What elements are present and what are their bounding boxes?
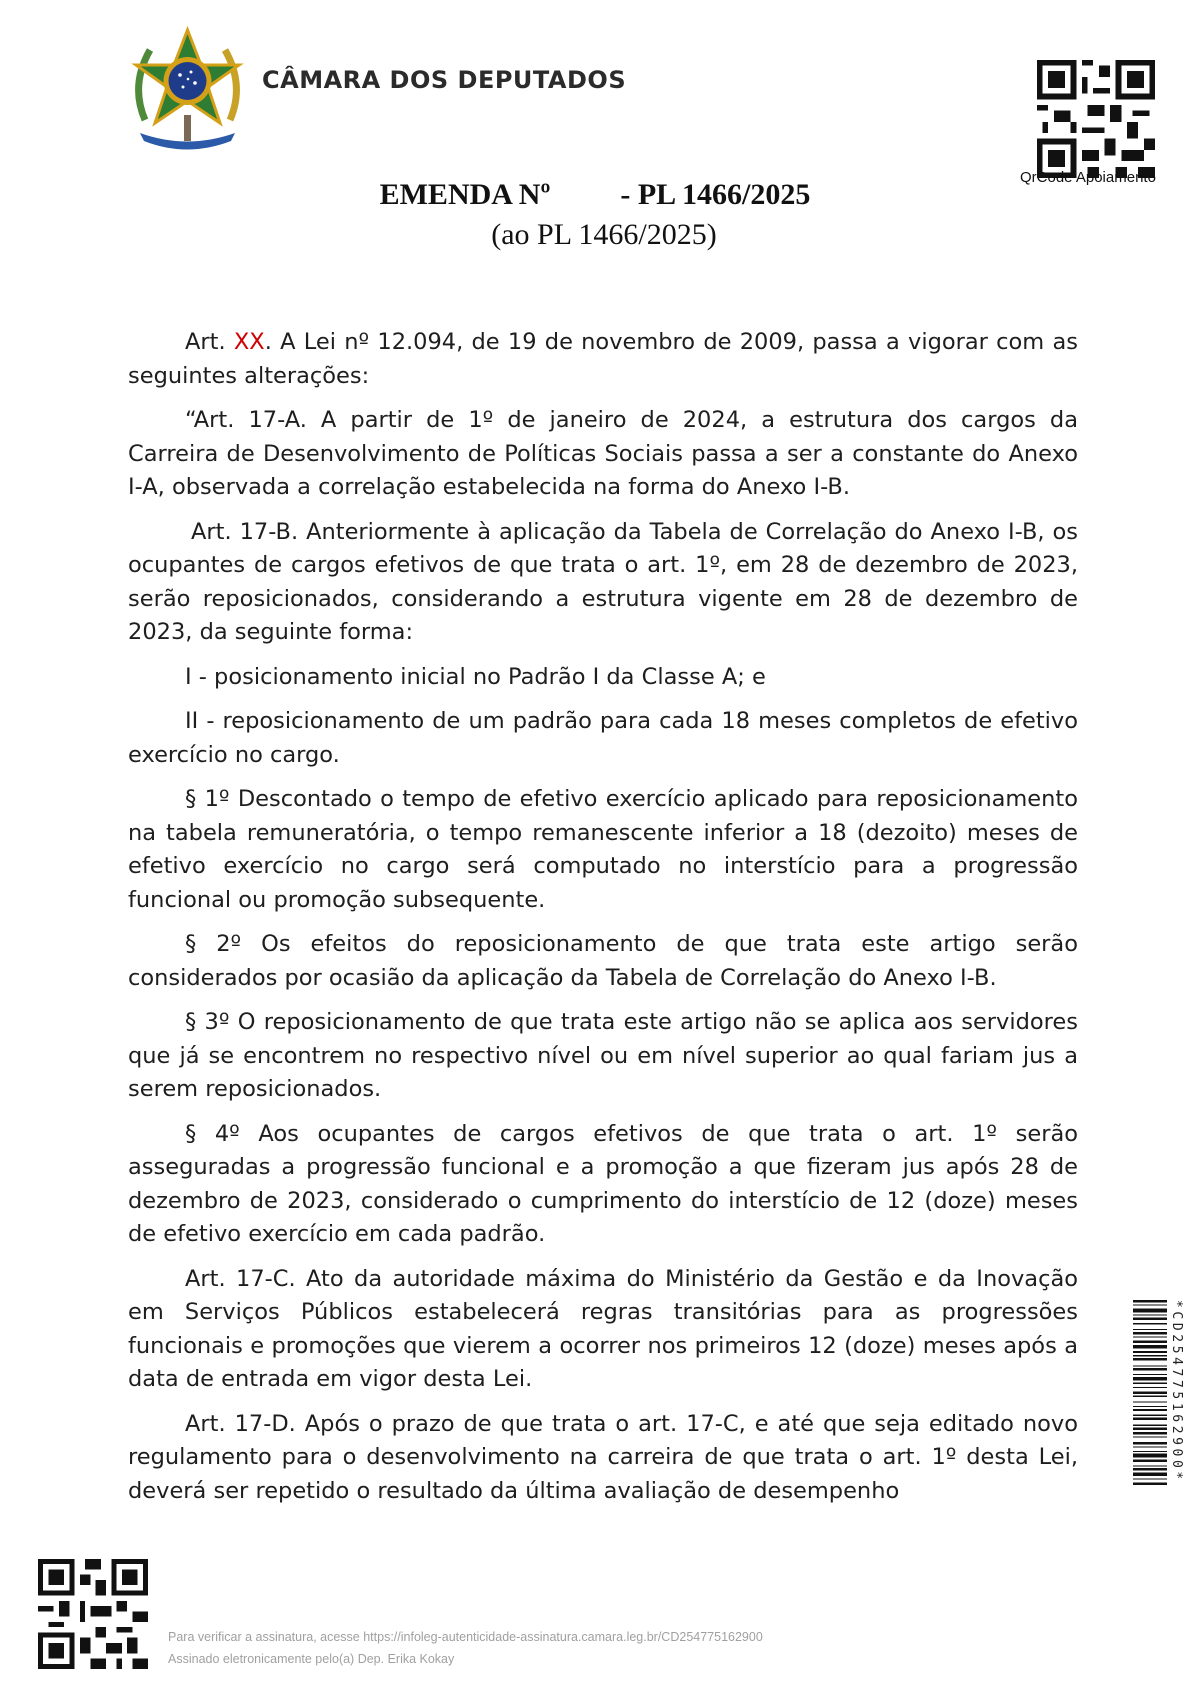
- title-left: EMENDA Nº: [379, 178, 551, 211]
- paragraph-art-17b: Art. 17-B. Anteriormente à aplicação da Tabela de Correlação do Anexo I-B, os ocupantes de cargos efetivos de que trata o art. 1º, em 28 de dezembro de 2023, serão reposicionados, considerando a estrutura vigente em 28 de dezembro de 2023, da seguinte forma:: [128, 518, 1078, 645]
- paragraph-section-3: § 3º O reposicionamento de que trata este artigo não se aplica aos servidores que já se encontrem no respectivo nível ou em nível superior ao qual fariam jus a serem reposicionados.: [128, 1009, 1078, 1102]
- paragraph-item-ii: II - reposicionamento de um padrão para cada 18 meses completos de efetivo exercício no cargo.: [128, 708, 1078, 768]
- qr-code-label: QrCode Apoiamento: [1020, 169, 1156, 186]
- highlight-placeholder: XX: [233, 329, 265, 355]
- paragraph-item-i: I - posicionamento inicial no Padrão I da Classe A; e: [185, 663, 766, 690]
- institution-name: CÂMARA DOS DEPUTADOS: [262, 66, 627, 94]
- paragraph-article-xx: [128, 326, 1078, 393]
- qr-code-icon: [1033, 60, 1159, 178]
- paragraph-text: Art.: [185, 329, 234, 355]
- barcode-icon: [1133, 1300, 1167, 1540]
- document-body: [128, 326, 1078, 1519]
- paragraph-art-17a: “Art. 17-A. A partir de 1º de janeiro de 2024, a estrutura dos cargos da Carreira de Desenvolvimento de Políticas Sociais passa a ser a constante do Anexo I-A, observada a correlação estabelecida na forma do Anexo I-B.: [128, 407, 1078, 500]
- paragraph-section-2: § 2º Os efeitos do reposicionamento de que trata este artigo serão considerados por ocasião da aplicação da Tabela de Correlação do Anexo I-B.: [128, 931, 1078, 991]
- document-subtitle: (ao PL 1466/2025): [491, 218, 717, 251]
- signature-signer-text: Assinado eletronicamente pelo(a) Dep. Erika Kokay: [168, 1652, 455, 1666]
- paragraph-section-4: § 4º Aos ocupantes de cargos efetivos de que trata o art. 1º serão asseguradas a progressão funcional e a promoção a que fizeram jus após 28 de dezembro de 2023, considerado o cumprimento do interstício de 12 (doze) meses de efetivo exercício em cada padrão.: [128, 1120, 1078, 1247]
- paragraph-art-17c: Art. 17-C. Ato da autoridade máxima do Ministério da Gestão e da Inovação em Serviços Públicos estabelecerá regras transitórias para as progressões funcionais e promoções que vierem a ocorrer nos primeiros 12 (doze) meses após a data de entrada em vigor desta Lei.: [128, 1265, 1078, 1392]
- paragraph-section-1: § 1º Descontado o tempo de efetivo exercício aplicado para reposicionamento na tabela remuneratória, o tempo remanescente inferior a 18 (dezoito) meses de efetivo exercício no cargo será computado no interstício para a progressão funcional ou promoção subsequente.: [128, 786, 1078, 913]
- barcode-number: *CD254775162900*: [1169, 1300, 1184, 1483]
- signature-verification-text: Para verificar a assinatura, acesse https://infoleg-autenticidade-assinatura.camara.leg.br/CD254775162900: [168, 1630, 763, 1644]
- title-right: - PL 1466/2025: [620, 178, 811, 211]
- coat-of-arms-logo: [125, 25, 250, 150]
- paragraph-art-17d: Art. 17-D. Após o prazo de que trata o art. 17-C, e até que seja editado novo regulamento para o desenvolvimento na carreira de que trata o art. 1º desta Lei, deverá ser repetido o resultado da última avaliação de desempenho: [128, 1410, 1078, 1504]
- document-title: [0, 178, 1190, 212]
- paragraph-text: . A Lei nº 12.094, de 19 de novembro de 2009, passa a vigorar com as seguintes alterações:: [128, 329, 1078, 389]
- signature-qr-code-icon: [38, 1559, 148, 1669]
